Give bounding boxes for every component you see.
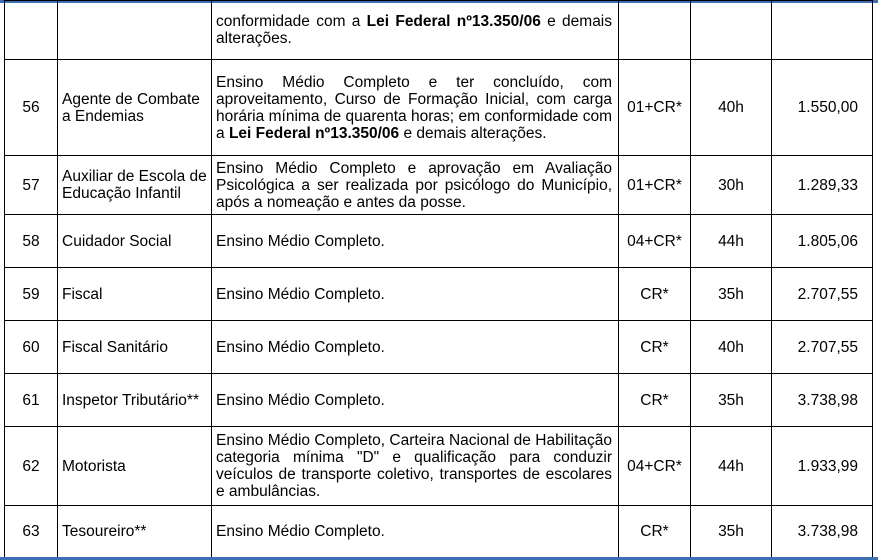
position-salary: 2.707,55 [772,321,873,374]
requirement-text: Ensino Médio Completo. [216,232,385,250]
table-row [5,268,873,321]
position-vacancies: CR* [619,374,691,427]
position-workload: 35h [691,268,772,321]
position-workload [691,1,772,60]
requirement-text: e demais alterações. [399,124,547,142]
position-salary: 3.738,98 [772,374,873,427]
table-row [5,1,873,60]
position-salary: 1.289,33 [772,156,873,215]
position-requirements [212,268,619,321]
position-salary: 1.550,00 [772,60,873,156]
position-name: Inspetor Tributário** [58,374,212,427]
requirement-text: Ensino Médio Completo e aprovação em Avaliação Psicológica a ser realizada por psicólogo do Município, após a nomeação e antes da posse. [216,159,612,211]
position-name: Tesoureiro** [58,506,212,558]
position-requirements [212,1,619,60]
table-row [5,60,873,156]
document-page [4,0,872,558]
position-workload: 30h [691,156,772,215]
table-row [5,321,873,374]
position-vacancies: 04+CR* [619,427,691,506]
position-vacancies: CR* [619,268,691,321]
table-row [5,215,873,268]
position-salary: 1.805,06 [772,215,873,268]
position-salary: 1.933,99 [772,427,873,506]
position-requirements [212,321,619,374]
position-requirements [212,60,619,156]
position-workload: 44h [691,427,772,506]
position-number: 59 [5,268,58,321]
requirement-text: Ensino Médio Completo. [216,338,385,356]
position-number [5,1,58,60]
positions-table-body [5,1,873,558]
position-workload: 35h [691,506,772,558]
position-vacancies: 01+CR* [619,60,691,156]
position-workload: 44h [691,215,772,268]
position-number: 62 [5,427,58,506]
position-vacancies [619,1,691,60]
requirement-text: Ensino Médio Completo e ter concluído, com aproveitamento, Curso de Formação Inicial, com carga horária mínima de quarenta horas; em conformidade com a [216,73,612,142]
position-salary: 2.707,55 [772,268,873,321]
requirement-text: Ensino Médio Completo, Carteira Nacional de Habilitação categoria mínima "D" e qualificação para conduzir veículos de transporte coletivo, transportes de escolares e ambulâncias. [216,432,612,500]
position-name [58,1,212,60]
requirement-text: Ensino Médio Completo. [216,285,385,303]
position-requirements [212,427,619,506]
table-row [5,156,873,215]
position-workload: 35h [691,374,772,427]
position-number: 56 [5,60,58,156]
position-vacancies: 04+CR* [619,215,691,268]
position-requirements [212,215,619,268]
position-vacancies: 01+CR* [619,156,691,215]
position-vacancies: CR* [619,321,691,374]
table-row [5,506,873,558]
position-number: 60 [5,321,58,374]
requirement-text: conformidade com a [216,13,367,30]
table-row [5,427,873,506]
positions-table [4,0,873,558]
position-name: Agente de Combate a Endemias [58,60,212,156]
position-salary: 3.738,98 [772,506,873,558]
position-number: 63 [5,506,58,558]
position-salary [772,1,873,60]
position-name: Auxiliar de Escola de Educação Infantil [58,156,212,215]
position-requirements [212,374,619,427]
position-name: Fiscal Sanitário [58,321,212,374]
position-number: 58 [5,215,58,268]
position-vacancies: CR* [619,506,691,558]
position-name: Cuidador Social [58,215,212,268]
law-reference: Lei Federal nº13.350/06 [366,13,541,30]
position-name: Fiscal [58,268,212,321]
position-requirements [212,506,619,558]
requirement-text: Ensino Médio Completo. [216,391,385,409]
requirement-text: e demais alterações. [216,13,613,47]
requirement-text: Ensino Médio Completo. [216,523,385,540]
law-reference: Lei Federal nº13.350/06 [228,124,400,142]
position-workload: 40h [691,321,772,374]
position-requirements [212,156,619,215]
table-row [5,374,873,427]
position-number: 61 [5,374,58,427]
position-number: 57 [5,156,58,215]
position-workload: 40h [691,60,772,156]
position-name: Motorista [58,427,212,506]
